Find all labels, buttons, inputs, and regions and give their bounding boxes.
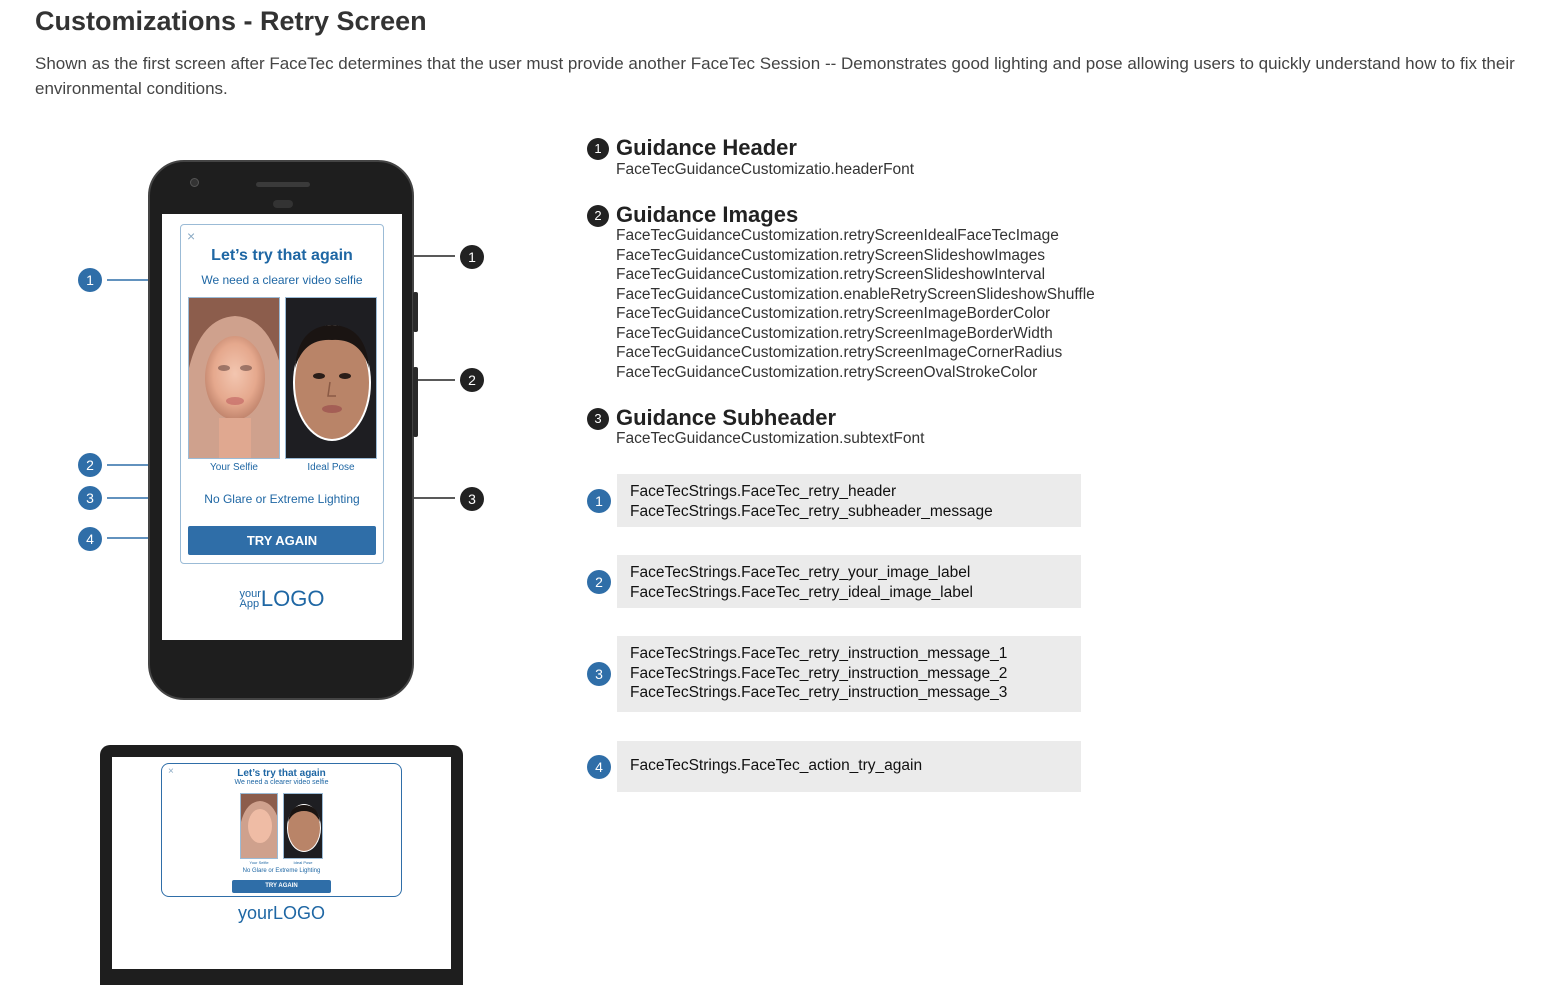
laptop-retry-card bbox=[161, 763, 402, 897]
laptop-retry-header: Let’s try that again bbox=[237, 768, 326, 779]
callout-left-1: 1 bbox=[78, 268, 102, 292]
section-2-line: FaceTecGuidanceCustomization.retryScreenOvalStrokeColor bbox=[616, 363, 1038, 381]
section-1-title: Guidance Header bbox=[616, 135, 797, 160]
phone-sensor bbox=[273, 200, 293, 208]
section-2-line: FaceTecGuidanceCustomization.retryScreenImageCornerRadius bbox=[616, 344, 1063, 361]
page-title: Customizations - Retry Screen bbox=[35, 6, 427, 36]
laptop-screen bbox=[112, 757, 451, 969]
phone-volume-button bbox=[413, 367, 418, 437]
ideal-pose-label: Ideal Pose bbox=[307, 462, 355, 473]
section-2-title: Guidance Images bbox=[616, 202, 799, 227]
phone-mockup bbox=[148, 160, 414, 700]
app-logo bbox=[162, 586, 402, 612]
laptop-close-icon[interactable]: × bbox=[168, 766, 174, 777]
page-description: Shown as the first screen after FaceTec determines that the user must provide another FaceTec Session -- Demonstrates good lighting and pose allowing users to quickly understand how to fix their environmental conditions. bbox=[35, 54, 1515, 98]
callout-right-3: 3 bbox=[460, 487, 484, 511]
string-box-2 bbox=[617, 555, 1081, 608]
callout-left-2: 2 bbox=[78, 453, 102, 477]
section-2-line: FaceTecGuidanceCustomization.retryScreenImageBorderColor bbox=[616, 305, 1051, 322]
ideal-pose-image bbox=[285, 297, 377, 459]
laptop-retry-subheader: We need a clearer video selfie bbox=[234, 779, 329, 786]
retry-subheader: We need a clearer video selfie bbox=[201, 273, 363, 287]
string-box-1 bbox=[617, 474, 1081, 527]
string-line: FaceTecStrings.FaceTec_retry_header bbox=[630, 483, 897, 500]
string-3-number: 3 bbox=[587, 662, 611, 686]
your-selfie-label: Your Selfie bbox=[210, 462, 258, 473]
retry-card bbox=[180, 224, 384, 564]
callout-right-1: 1 bbox=[460, 245, 484, 269]
section-3-line: FaceTecGuidanceCustomization.subtextFont bbox=[616, 430, 925, 447]
instruction-message: No Glare or Extreme Lighting bbox=[204, 492, 360, 506]
phone-power-button bbox=[413, 292, 418, 332]
laptop-your-selfie-image bbox=[240, 793, 278, 859]
try-again-button[interactable]: TRY AGAIN bbox=[188, 526, 376, 555]
callout-left-3: 3 bbox=[78, 486, 102, 510]
laptop-try-again-button[interactable]: TRY AGAIN bbox=[232, 880, 331, 893]
retry-header: Let’s try that again bbox=[211, 247, 353, 264]
section-2-line: FaceTecGuidanceCustomization.retryScreenSlideshowImages bbox=[616, 246, 1046, 264]
laptop-your-selfie-label: Your Selfie bbox=[249, 860, 269, 865]
string-line: FaceTecStrings.FaceTec_action_try_again bbox=[630, 757, 923, 774]
section-3-number: 3 bbox=[587, 408, 609, 430]
string-box-3 bbox=[617, 636, 1081, 712]
string-1-number: 1 bbox=[587, 489, 611, 513]
section-2-line: FaceTecGuidanceCustomization.enableRetryScreenSlideshowShuffle bbox=[616, 285, 1095, 303]
section-3-title: Guidance Subheader bbox=[616, 405, 837, 430]
string-box-4 bbox=[617, 741, 1081, 792]
close-icon[interactable]: × bbox=[187, 228, 196, 244]
phone-screen bbox=[162, 214, 402, 640]
string-line: FaceTecStrings.FaceTec_retry_instruction_message_1 bbox=[630, 645, 1008, 662]
section-1-line: FaceTecGuidanceCustomizatio.headerFont bbox=[616, 161, 915, 178]
section-2-line: FaceTecGuidanceCustomization.retryScreenSlideshowInterval bbox=[616, 266, 1046, 283]
string-line: FaceTecStrings.FaceTec_retry_instruction_message_2 bbox=[630, 664, 1008, 682]
string-line: FaceTecStrings.FaceTec_retry_subheader_message bbox=[630, 502, 993, 520]
laptop-ideal-pose-label: Ideal Pose bbox=[293, 860, 313, 865]
section-2-line: FaceTecGuidanceCustomization.retryScreenImageBorderWidth bbox=[616, 324, 1053, 342]
callout-left-4: 4 bbox=[78, 527, 102, 551]
laptop-mockup bbox=[100, 745, 463, 985]
string-line: FaceTecStrings.FaceTec_retry_ideal_image_label bbox=[630, 583, 973, 601]
laptop-logo: yourLOGO bbox=[237, 903, 326, 923]
string-2-number: 2 bbox=[587, 570, 611, 594]
logo-big-text: LOGO bbox=[260, 586, 325, 611]
callout-right-2: 2 bbox=[460, 368, 484, 392]
phone-camera bbox=[190, 178, 199, 187]
section-2-line: FaceTecGuidanceCustomization.retryScreenIdealFaceTecImage bbox=[616, 227, 1059, 244]
section-2-number: 2 bbox=[587, 205, 609, 227]
your-selfie-image bbox=[188, 297, 280, 459]
logo-small-text: your App bbox=[239, 588, 261, 610]
laptop-instruction: No Glare or Extreme Lighting bbox=[242, 868, 321, 874]
section-1-number: 1 bbox=[587, 138, 609, 160]
string-4-number: 4 bbox=[587, 755, 611, 779]
laptop-ideal-pose-image bbox=[283, 793, 323, 859]
string-line: FaceTecStrings.FaceTec_retry_instruction_message_3 bbox=[630, 684, 1008, 701]
string-line: FaceTecStrings.FaceTec_retry_your_image_label bbox=[630, 564, 971, 581]
phone-speaker bbox=[256, 182, 310, 187]
